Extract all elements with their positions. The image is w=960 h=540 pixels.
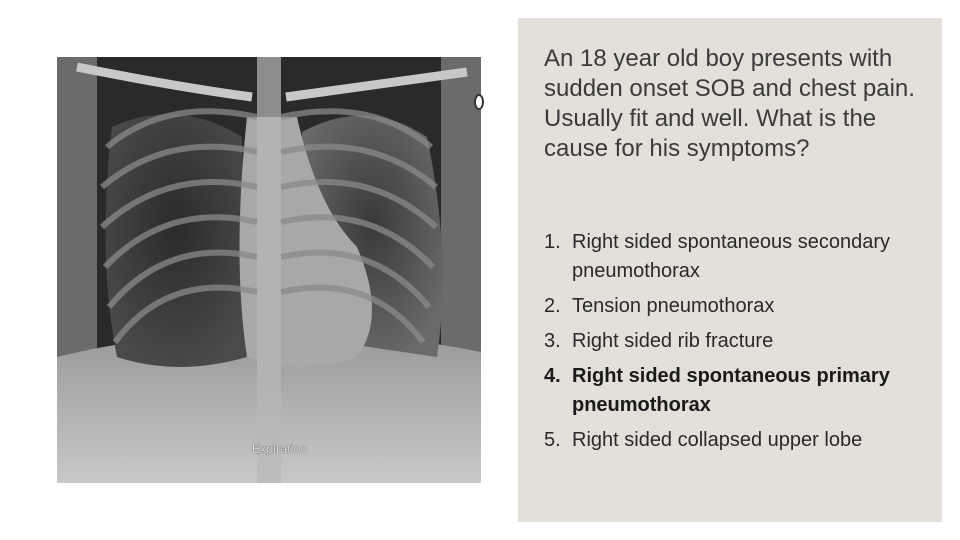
- option-number: 3.: [544, 330, 561, 352]
- option-number: 1.: [544, 231, 561, 253]
- answer-option-4[interactable]: [544, 362, 934, 420]
- option-number: 4.: [544, 365, 561, 387]
- options-list: [544, 228, 934, 461]
- option-text: Right sided spontaneous secondary pneumothorax: [572, 231, 890, 282]
- answer-option-3[interactable]: [544, 327, 934, 356]
- marker-icon: [474, 94, 484, 110]
- option-text: Right sided spontaneous primary pneumothorax: [572, 365, 890, 416]
- option-text: Right sided rib fracture: [572, 330, 774, 352]
- option-text: Tension pneumothorax: [572, 295, 775, 317]
- xray-overlay-label: Expiration: [252, 442, 308, 456]
- option-number: 5.: [544, 429, 561, 451]
- option-number: 2.: [544, 295, 561, 317]
- answer-option-5[interactable]: [544, 426, 934, 455]
- question-panel: [518, 18, 942, 522]
- question-text: An 18 year old boy presents with sudden onset SOB and chest pain. Usually fit and well. What is the cause for his symptoms?: [544, 45, 915, 162]
- xray-graphic: [57, 57, 481, 483]
- chest-xray-image: [57, 57, 481, 483]
- option-text: Right sided collapsed upper lobe: [572, 429, 863, 451]
- answer-option-1[interactable]: [544, 228, 934, 286]
- answer-option-2[interactable]: [544, 292, 934, 321]
